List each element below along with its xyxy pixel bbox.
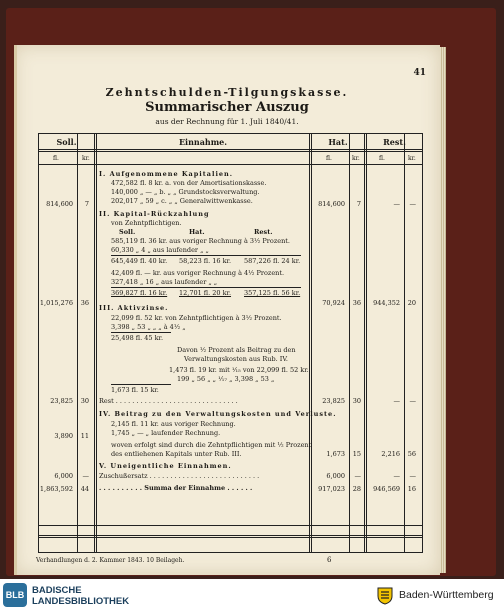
body-line: 3,398 „ 53 „ „ „ à 4½ „ [111, 323, 186, 331]
title-line-3: aus der Rechnung für 1. Juli 1840/41. [155, 117, 299, 126]
body-line: 199 „ 56 „ „ ¹⁄₁₇ „ 3,398 „ 53 „ [177, 375, 275, 383]
soll-fl: 3,890 [54, 432, 73, 440]
soll-kr: 11 [80, 432, 89, 440]
unit-kr: kr. [408, 155, 416, 162]
rest-line: Rest . . . . . . . . . . . . . . . . . . . . . . . . . . . . . . [99, 397, 238, 405]
ledger-table [38, 133, 423, 553]
hat-kr: 7 [356, 200, 361, 208]
body-line: des entliehenen Kapitals unter Rub. III. [111, 450, 242, 458]
body-line: 25,498 fl. 45 kr. [111, 334, 164, 342]
section-2-heading: II. Kapital-Rückzahlung [99, 210, 210, 218]
body-line: 472,582 fl. 8 kr. a. von der Amortisationskasse. [111, 179, 267, 187]
section-3-heading: III. Aktivzinse. [99, 304, 169, 312]
soll-total-fl: 1,863,592 [39, 485, 73, 493]
header-rest: Rest. [383, 137, 406, 147]
baden-wuerttemberg-crest-icon [375, 585, 395, 605]
unit-fl: fl. [326, 155, 332, 162]
hat-total-kr: 28 [352, 485, 361, 493]
rest-kr: 20 [407, 299, 416, 307]
soll-kr: 36 [80, 299, 89, 307]
soll-kr: — [82, 472, 89, 480]
body-line: 1,673 fl. 15 kr. [111, 386, 159, 394]
header-hat: Hat. [328, 137, 348, 147]
body-line: 12,701 fl. 20 kr. [179, 289, 232, 297]
rest-kr: — [409, 200, 416, 208]
page-gutter [14, 45, 17, 575]
branding-bar [0, 579, 504, 611]
rest-fl: 944,352 [373, 299, 400, 307]
soll-fl: 6,000 [54, 472, 73, 480]
body-line: 1,745 „ — „ laufender Rechnung. [111, 429, 221, 437]
section-4-heading: IV. Beitrag zu den Verwaltungskosten und Verluste. [99, 410, 337, 418]
hat-fl: 814,600 [318, 200, 345, 208]
body-line: 357,125 fl. 56 kr. [244, 289, 301, 297]
rest-kr: — [409, 397, 416, 405]
blb-name[interactable]: BADISCHE LANDESBIBLIOTHEK [32, 585, 130, 607]
soll-fl: 23,825 [50, 397, 73, 405]
baden-wuerttemberg-label[interactable]: Baden-Württemberg [399, 589, 494, 601]
rest-total-fl: 946,569 [373, 485, 400, 493]
rest-fl: — [393, 472, 400, 480]
body-line: 22,099 fl. 52 kr. von Zehntpflichtigen à 3½ Prozent. [111, 314, 282, 322]
unit-fl: fl. [379, 155, 385, 162]
footer-text: Verhandlungen d. 2. Kammer 1843. 10 Beilageh. [36, 557, 185, 564]
hat-fl: 23,825 [322, 397, 345, 405]
header-soll: Soll. [56, 137, 77, 147]
body-line: 60,330 „ 4 „ aus laufender „ „ [111, 246, 209, 254]
body-line: 585,119 fl. 36 kr. aus voriger Rechnung à 3½ Prozent. [111, 237, 290, 245]
soll-kr: 7 [84, 200, 89, 208]
unit-kr: kr. [352, 155, 360, 162]
body-line: 645,449 fl. 40 kr. [111, 257, 168, 265]
soll-fl: 1,015,276 [39, 299, 73, 307]
hat-kr: 36 [352, 299, 361, 307]
rest-fl: 2,216 [381, 450, 400, 458]
page-number: 41 [413, 68, 426, 78]
rest-fl: — [393, 200, 400, 208]
header-einnahme: Einnahme. [178, 137, 228, 147]
body-line: von Zehntpflichtigen. [111, 219, 182, 227]
rest-kr: — [409, 472, 416, 480]
section-1-heading: I. Aufgenommene Kapitalien. [99, 170, 234, 178]
hat-kr: — [354, 472, 361, 480]
rest-fl: — [393, 397, 400, 405]
body-line: woven erfolgt sind durch die Zehntpflichtigen mit ½ Prozent [111, 441, 312, 449]
body-line: 369,827 fl. 16 kr. [111, 289, 168, 297]
unit-kr: kr. [82, 155, 90, 162]
title-line-1: Zehntschulden-Tilgungskasse. [105, 86, 349, 99]
body-line: 1,473 fl. 19 kr. mit ¹⁄₁₅ von 22,099 fl. 52 kr. [169, 366, 309, 374]
soll-total-kr: 44 [80, 485, 89, 493]
body-line: Verwaltungskosten aus Rub. IV. [184, 355, 288, 363]
footer-page-number: 6 [327, 556, 332, 564]
rest-kr: 56 [407, 450, 416, 458]
title-line-2: Summarischer Auszug [145, 100, 309, 115]
subheader-soll: Soll. [119, 228, 136, 236]
summe-line: . . . . . . . . . . Summa der Einnahme . . . . . . [99, 484, 253, 492]
subheader-rest: Rest. [254, 228, 273, 236]
hat-fl: 70,924 [322, 299, 345, 307]
hat-kr: 15 [352, 450, 361, 458]
rest-total-kr: 16 [407, 485, 416, 493]
body-line: 58,223 fl. 16 kr. [179, 257, 232, 265]
zuschuss-line: Zuschußersatz . . . . . . . . . . . . . . . . . . . . . . . . . . . [99, 472, 260, 480]
body-line: 202,017 „ 59 „ c. „ „ Generalwittwenkasse. [111, 197, 253, 205]
hat-fl: 1,673 [326, 450, 345, 458]
soll-kr: 30 [80, 397, 89, 405]
hat-total-fl: 917,023 [318, 485, 345, 493]
body-line: 587,226 fl. 24 kr. [244, 257, 301, 265]
section-5-heading: V. Uneigentliche Einnahmen. [99, 462, 232, 470]
hat-kr: 30 [352, 397, 361, 405]
unit-fl: fl. [53, 155, 59, 162]
hat-fl: 6,000 [326, 472, 345, 480]
body-line: Davon ½ Prozent als Beitrag zu den [177, 346, 296, 354]
blb-logo-icon[interactable]: BLB [3, 583, 27, 607]
soll-fl: 814,600 [46, 200, 73, 208]
body-line: 2,145 fl. 11 kr. aus voriger Rechnung. [111, 420, 236, 428]
document-page [14, 45, 440, 575]
body-line: 42,409 fl. — kr. aus voriger Rechnung à 4½ Prozent. [111, 269, 285, 277]
body-line: 327,418 „ 16 „ aus laufender „ „ [111, 278, 218, 286]
body-line: 140,000 „ — „ b. „ „ Grundstocksverwaltung. [111, 188, 260, 196]
subheader-hat: Hat. [189, 228, 205, 236]
